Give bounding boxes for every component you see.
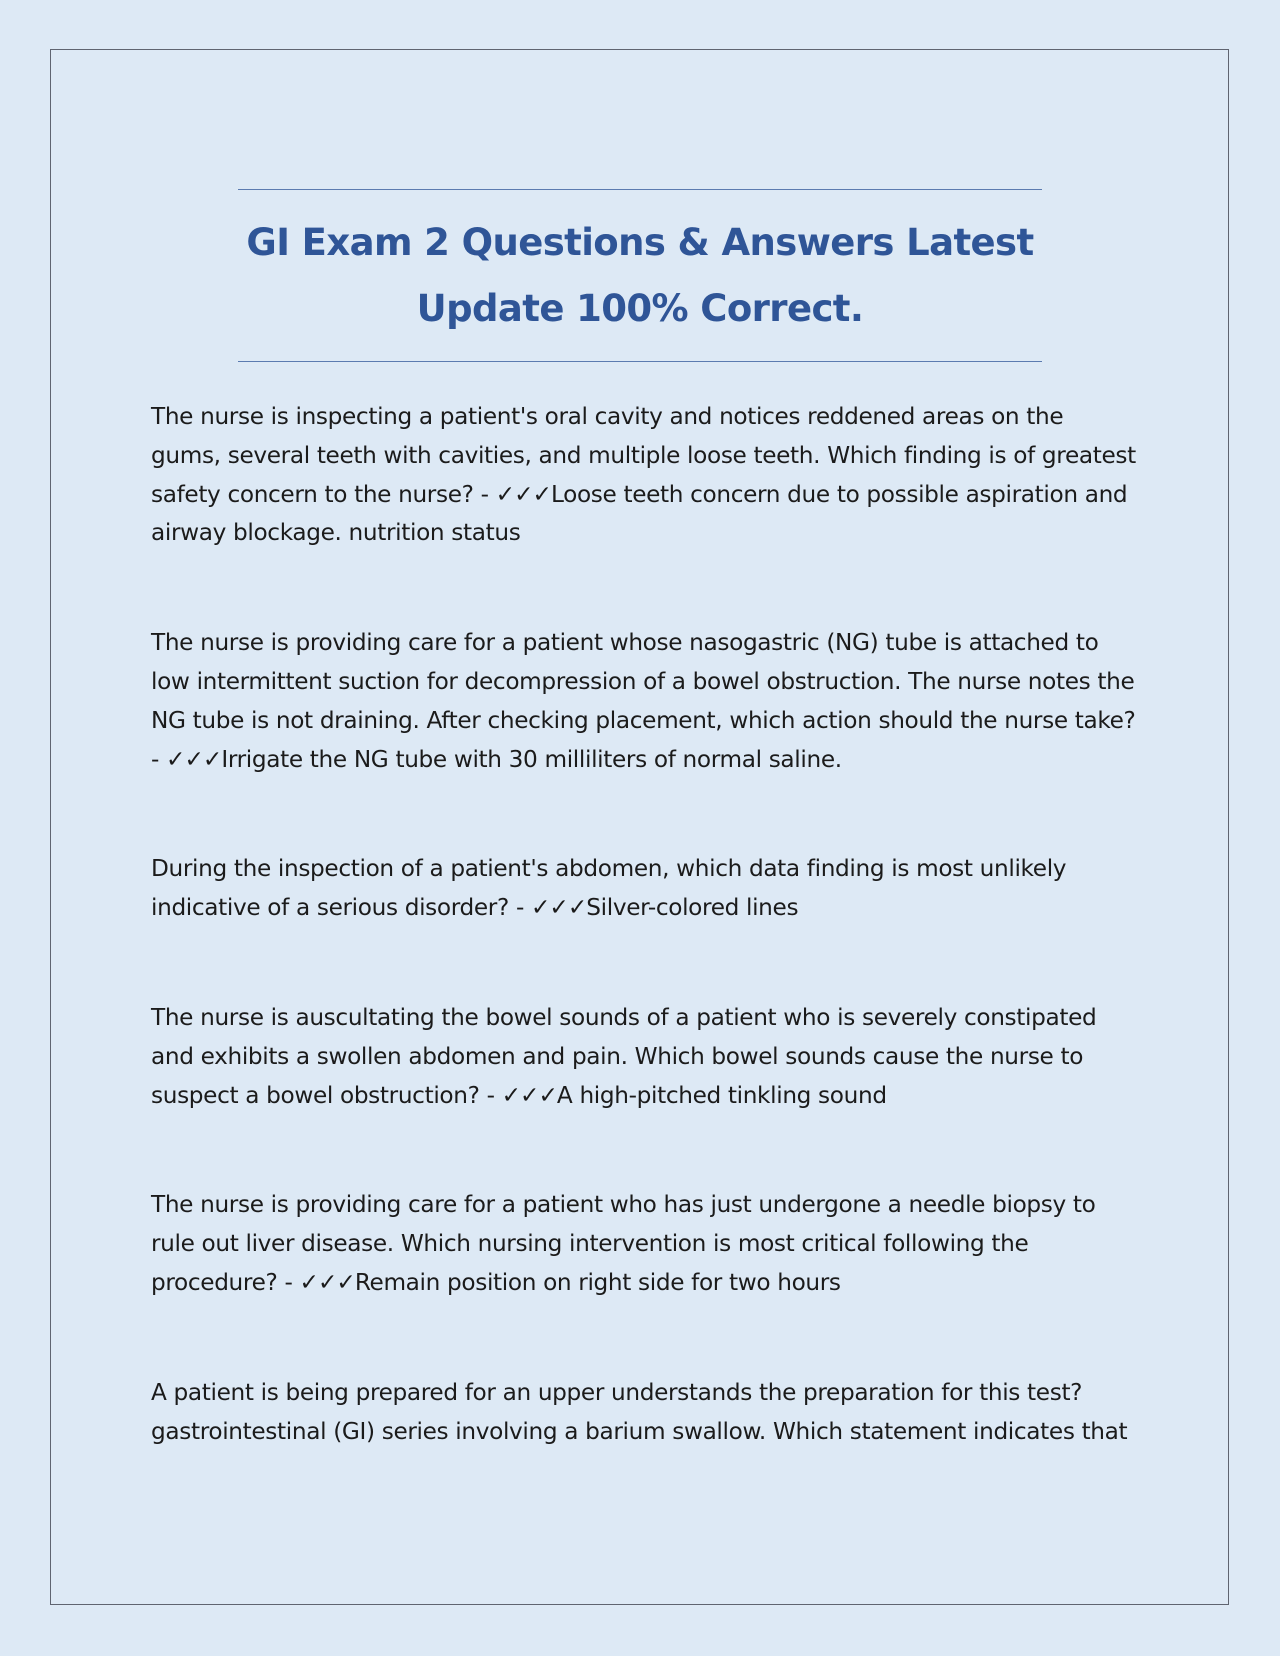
question-text: The nurse is inspecting a patient's oral cavity and notices reddened areas on the gums, several teeth with cavities, and multiple loose teeth. Which finding is of greatest safety concern to the nurse? - (151, 403, 1136, 508)
title-line-2: Update 100% Correct. (416, 287, 864, 330)
check-marks-icon: ✓✓✓ (495, 480, 551, 508)
trailing-question-text: A patient is being prepared for an upper understands the preparation for this test? gastrointestinal (GI) series involving a barium swallow. Which statement indicates that (151, 1378, 1128, 1445)
question-text: During the inspection of a patient's abdomen, which data finding is most unlikely indicative of a serious disorder? - (151, 855, 1067, 922)
check-marks-icon: ✓✓✓ (501, 1081, 557, 1109)
question-text: The nurse is auscultating the bowel sounds of a patient who is severely constipated and exhibits a swollen abdomen and pain. Which bowel sounds cause the nurse to suspect a bowel obstruction? - (151, 1003, 1097, 1109)
qa-item (151, 624, 1136, 779)
answer-text: Remain position on right side for two hours (354, 1268, 841, 1296)
check-marks-icon: ✓✓✓ (531, 894, 587, 922)
check-marks-icon: ✓✓✓ (299, 1268, 355, 1296)
answer-text: Loose teeth concern due to possible aspiration and airway blockage. nutrition status (151, 480, 1128, 547)
qa-item (151, 398, 1136, 553)
answer-text: A high-pitched tinkling sound (556, 1081, 887, 1109)
qa-item (151, 1186, 1136, 1302)
check-marks-icon: ✓✓✓ (166, 745, 222, 773)
title-bottom-rule (238, 361, 1042, 362)
question-text: The nurse is providing care for a patient who has just undergone a needle biopsy to rule out liver disease. Which nursing intervention is most critical following the procedure? - (151, 1191, 1096, 1296)
title-top-rule (238, 189, 1042, 190)
title-line-1: GI Exam 2 Questions & Answers Latest (246, 221, 1034, 264)
qa-item (151, 999, 1136, 1115)
question-text: The nurse is providing care for a patient whose nasogastric (NG) tube is attached to low intermittent suction for decompression of a bowel obstruction. The nurse notes the NG tube is not draining. After checking placement, which action should the nurse take? - (151, 629, 1136, 773)
qa-item-partial (151, 1374, 1136, 1452)
answer-text: Irrigate the NG tube with 30 milliliters of normal saline. (221, 745, 842, 773)
document-title (200, 210, 1080, 342)
qa-content (151, 398, 1136, 1522)
answer-text: Silver-colored lines (586, 894, 799, 922)
qa-item (151, 850, 1136, 928)
